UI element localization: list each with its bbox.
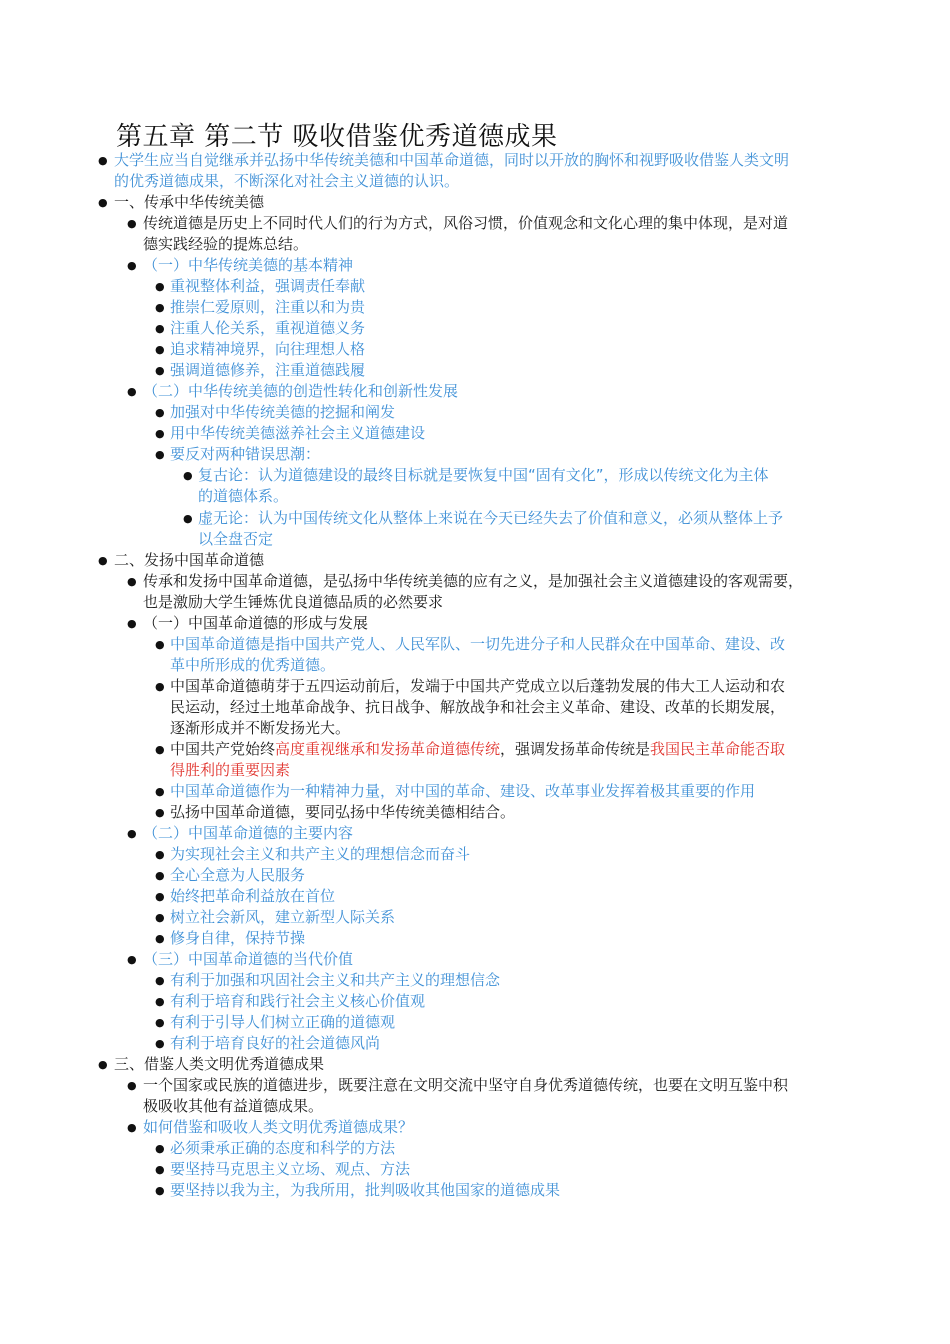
- list-item-text: 以全盘否定: [198, 530, 274, 548]
- list-item-text: 有利于培育和践行社会主义核心价值观: [170, 992, 426, 1010]
- list-item-text: 有利于加强和巩固社会主义和共产主义的理想信念: [170, 971, 501, 989]
- bullet-icon: ●: [127, 1121, 137, 1134]
- list-item-text: 用中华传统美德滋养社会主义道德建设: [170, 424, 426, 442]
- bullet-icon: ●: [155, 427, 165, 440]
- bullet-icon: ●: [155, 1037, 165, 1050]
- bullet-icon: ●: [127, 385, 137, 398]
- bullet-icon: ●: [155, 1184, 165, 1197]
- bullet-icon: ●: [127, 575, 137, 588]
- bullet-icon: ●: [155, 1016, 165, 1029]
- list-item-text: 逐渐形成并不断发扬光大。: [170, 719, 351, 737]
- list-item-text: 如何借鉴和吸收人类文明优秀道德成果？: [143, 1118, 414, 1136]
- bullet-icon: ●: [127, 1079, 137, 1092]
- bullet-icon: ●: [155, 322, 165, 335]
- list-item-text: 虚无论：认为中国传统文化从整体上来说在今天已经失去了价值和意义，必须从整体上予: [198, 509, 784, 527]
- bullet-icon: ●: [155, 448, 165, 461]
- bullet-icon: ●: [155, 301, 165, 314]
- list-item-text: 中国革命道德萌芽于五四运动前后，发端于中国共产党成立以后蓬勃发展的伟大工人运动和农: [170, 677, 786, 695]
- list-item-text: 传承和发扬中国革命道德，是弘扬中华传统美德的应有之义，是加强社会主义道德建设的客观需要，: [143, 572, 804, 590]
- list-item-text: 重视整体利益，强调责任奉献: [170, 277, 366, 295]
- list-item-text: 二、发扬中国革命道德: [114, 551, 265, 569]
- list-item-text: 得胜利的重要因素: [170, 761, 291, 779]
- bullet-icon: ●: [98, 196, 108, 209]
- text-segment: ，强调发扬革命传统是: [500, 740, 651, 758]
- list-item-text: 的优秀道德成果，不断深化对社会主义道德的认识。: [114, 172, 460, 190]
- list-item-text: 树立社会新风，建立新型人际关系: [170, 908, 396, 926]
- bullet-icon: ●: [127, 953, 137, 966]
- list-item-text: [170, 739, 785, 760]
- list-item-text: 也是激励大学生锤炼优良道德品质的必然要求: [143, 593, 444, 611]
- list-item-text: 中国革命道德作为一种精神力量，对中国的革命、建设、改革事业发挥着极其重要的作用: [170, 782, 756, 800]
- list-item-text: （二）中华传统美德的创造性转化和创新性发展: [143, 382, 459, 400]
- bullet-icon: ●: [155, 638, 165, 651]
- bullet-icon: ●: [155, 1142, 165, 1155]
- list-item-text: 复古论：认为道德建设的最终目标就是要恢复中国“固有文化”，形成以传统文化为主体: [198, 466, 769, 484]
- list-item-text: 德实践经验的提炼总结。: [143, 235, 309, 253]
- bullet-icon: ●: [155, 869, 165, 882]
- text-segment: 中国共产党始终: [170, 740, 276, 758]
- list-item-text: 全心全意为人民服务: [170, 866, 306, 884]
- list-item-text: 极吸收其他有益道德成果。: [143, 1097, 324, 1115]
- list-item-text: 一个国家或民族的道德进步，既要注意在文明交流中坚守自身优秀道德传统，也要在文明互鉴中积: [143, 1076, 789, 1094]
- bullet-icon: ●: [155, 364, 165, 377]
- bullet-icon: ●: [183, 512, 193, 525]
- bullet-icon: ●: [183, 469, 193, 482]
- list-item-text: 追求精神境界，向往理想人格: [170, 340, 366, 358]
- list-item-text: 的道德体系。: [198, 487, 289, 505]
- list-item-text: 有利于培育良好的社会道德风尚: [170, 1034, 381, 1052]
- bullet-icon: ●: [127, 259, 137, 272]
- list-item-text: 一、传承中华传统美德: [114, 193, 265, 211]
- bullet-icon: ●: [155, 406, 165, 419]
- bullet-icon: ●: [155, 995, 165, 1008]
- list-item-text: 必须秉承正确的态度和科学的方法: [170, 1139, 396, 1157]
- bullet-icon: ●: [155, 280, 165, 293]
- list-item-text: 要反对两种错误思潮：: [170, 445, 321, 463]
- list-item-text: （一）中华传统美德的基本精神: [143, 256, 354, 274]
- bullet-icon: ●: [98, 154, 108, 167]
- bullet-icon: ●: [155, 680, 165, 693]
- bullet-icon: ●: [155, 911, 165, 924]
- list-item-text: 有利于引导人们树立正确的道德观: [170, 1013, 396, 1031]
- list-item-text: 要坚持马克思主义立场、观点、方法: [170, 1160, 411, 1178]
- text-segment: 高度重视继承和发扬革命道德传统: [275, 740, 501, 758]
- list-item-text: 加强对中华传统美德的挖掘和阐发: [170, 403, 396, 421]
- bullet-icon: ●: [155, 890, 165, 903]
- list-item-text: 推崇仁爱原则，注重以和为贵: [170, 298, 366, 316]
- text-segment: 我国民主革命能否取: [650, 740, 786, 758]
- bullet-icon: ●: [155, 848, 165, 861]
- list-item-text: （一）中国革命道德的形成与发展: [143, 614, 369, 632]
- bullet-icon: ●: [98, 1058, 108, 1071]
- bullet-icon: ●: [155, 974, 165, 987]
- list-item-text: 强调道德修养，注重道德践履: [170, 361, 366, 379]
- list-item-text: 为实现社会主义和共产主义的理想信念而奋斗: [170, 845, 471, 863]
- list-item-text: 大学生应当自觉继承并弘扬中华传统美德和中国革命道德，同时以开放的胸怀和视野吸收借鉴人类文明: [114, 151, 790, 169]
- bullet-icon: ●: [155, 343, 165, 356]
- list-item-text: 民运动，经过土地革命战争、抗日战争、解放战争和社会主义革命、建设、改革的长期发展，: [170, 698, 786, 716]
- list-item-text: 修身自律，保持节操: [170, 929, 306, 947]
- list-item-text: 传统道德是历史上不同时代人们的行为方式，风俗习惯，价值观念和文化心理的集中体现，是对道: [143, 214, 789, 232]
- list-item-text: 注重人伦关系，重视道德义务: [170, 319, 366, 337]
- list-item-text: 中国革命道德是指中国共产党人、人民军队、一切先进分子和人民群众在中国革命、建设、改: [170, 635, 786, 653]
- bullet-icon: ●: [155, 785, 165, 798]
- bullet-icon: ●: [127, 827, 137, 840]
- bullet-icon: ●: [155, 932, 165, 945]
- list-item-text: 弘扬中国革命道德，要同弘扬中华传统美德相结合。: [170, 803, 516, 821]
- list-item-text: 要坚持以我为主，为我所用，批判吸收其他国家的道德成果: [170, 1181, 561, 1199]
- bullet-icon: ●: [127, 617, 137, 630]
- page-title: 第五章 第二节 吸收借鉴优秀道德成果: [116, 122, 558, 152]
- list-item-text: 革中所形成的优秀道德。: [170, 656, 336, 674]
- list-item-text: （二）中国革命道德的主要内容: [143, 824, 354, 842]
- bullet-icon: ●: [127, 217, 137, 230]
- list-item-text: 三、借鉴人类文明优秀道德成果: [114, 1055, 325, 1073]
- list-item-text: 始终把革命利益放在首位: [170, 887, 336, 905]
- bullet-icon: ●: [155, 743, 165, 756]
- bullet-icon: ●: [155, 1163, 165, 1176]
- bullet-icon: ●: [98, 554, 108, 567]
- bullet-icon: ●: [155, 806, 165, 819]
- list-item-text: （三）中国革命道德的当代价值: [143, 950, 354, 968]
